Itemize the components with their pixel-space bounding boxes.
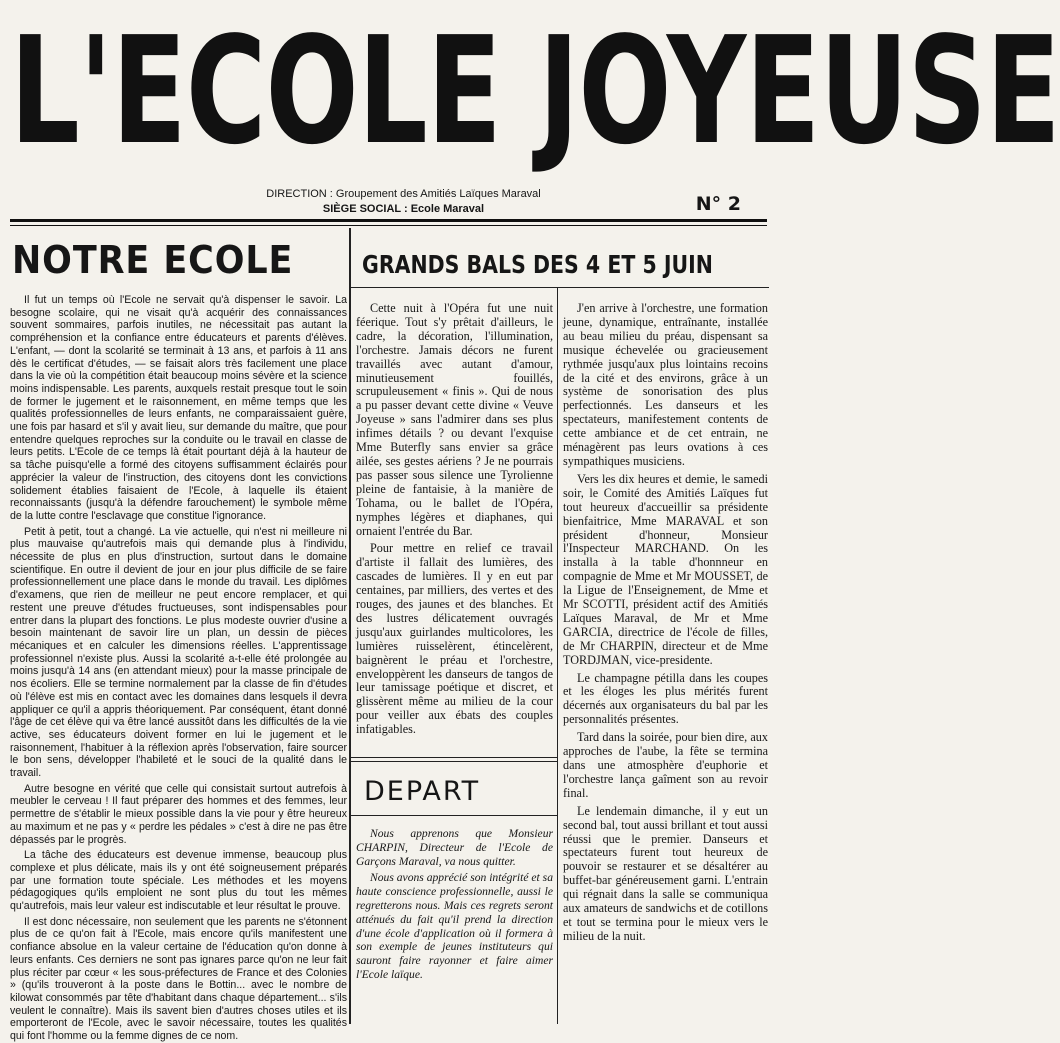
paragraph: Vers les dix heures et demie, le samedi soir, le Comité des Amitiés Laïques fut tout heureux d'accueillir sa présidente bienfaitrice, Mme MARAVAL et son président d'honneur, Monsieur l'Inspecteur MARCHAND. On les installa à la table d'honnneur en compagnie de Mme et Mr MOUSSET, de la Ligue de l'Enseignement, de Mme et Mr SCOTTI, président actif des Amitiés Laïques Maraval, de Mr et Mme GARCIA, directrice de l'école de filles, de Mr CHARPIN, directeur et de Mme TORDJMAN, vice-presidente. xyxy=(563,471,768,667)
paragraph: Le lendemain dimanche, il y eut un second bal, tout aussi brillant et tout aussi réussi que le premier. Danseurs et spectateurs furent tout heureux de pouvoir se restaurer et se désaltérer au buffet-bar généreusement garni. L'entrain qui régnait dans la salle se communiqua aux amateurs de sandwichs et de cotillons et tout se termina pour le mieux vers le milieu de la nuit. xyxy=(563,803,768,943)
depart-rule-bottom xyxy=(351,815,557,816)
issue-number: N° 2 xyxy=(695,193,741,215)
siege-line: SIÈGE SOCIAL : Ecole Maraval xyxy=(322,203,485,215)
article-bals-col1 xyxy=(356,302,553,754)
column-divider-right xyxy=(557,287,558,1024)
paragraph: Petit à petit, tout a changé. La vie actuelle, qui n'est ni meilleure ni plus mauvaise qu'autrefois mais qui demande plus à l'individu, nécessite de plus en plus d'instruction, surtout dans le domaine scientifique. En outre il devient de jour en jour plus difficile de se faire professionnellement une place dans le monde du travail. Les diplômes d'examens, que rien de meilleur ne peut encore remplacer, et qui restent une preuve d'études fructueuses, sont indispensables pour entrer dans la plupart des fonctions. Le plus modeste ouvrier d'usine a besoin maintenant de savoir lire un plan, un dessin de pièces mécaniques et en calculer les dimensions réelles. L'apprentissage professionnel n'existe plus. Aussi la scolarité a-t-elle été prolongée au moins jusqu'à 14 ans (en attendant mieux) pour la masse principale de nos écoliers. Elle se termine normalement par la classe de fin d'études où l'élève est mis en contact avec les domaines dans lesquels il devra appliquer ce qu'il a appris théoriquement. Par conséquent, étant donné l'âge de cet élève qui va être lancé aussitôt dans les difficultés de la vie active, ses éducateurs doivent former en lui le jugement et le raisonnement, l'habituer à la réflexion après l'observation, faire sourcer le bon sens, développer l'habileté et le souci de la qualité dans le travail. xyxy=(10,525,347,780)
column-divider xyxy=(349,228,351,1024)
paragraph: Cette nuit à l'Opéra fut une nuit féerique. Tout s'y prêtait d'ailleurs, le cadre, la décoration, l'illumination, l'orchestre. Jamais décors ne furent travaillés avec autant d'amour, minutieusement fouillés, scrupuleusement « finis ». Qui de nous a pu passer devant cette divine « Veuve Joyeuse » sans l'admirer dans ses plus infimes détails ? ou devant l'exquise Mme Buterfly sans envier sa grâce ailée, ses gestes aériens ? Je ne pourrais pas passer sous silence une Tyrolienne pleine de fantaisie, à la manière de Tohama, ou le ballet de l'Opéra, nymphes légères et diaphanes, qui ornaient l'entrée du Bar. xyxy=(356,301,553,538)
paragraph: Pour mettre en relief ce travail d'artiste il fallait des lumières, des cascades de lumières. Il y en eut par centaines, par milliers, des vertes et des rouges, des jaunes et des blanches. Et des lustres délicatement ouvragés jusqu'aux guirlandes multicolores, les lumières ruisselèrent, étincelèrent, baignèrent le préau et l'orchestre, enveloppèrent les danseurs de tangos de leur tamissage poétique et discret, et glissèrent même au milieu de la cour pour veiller aux ébats des couples infatigables. xyxy=(356,541,553,737)
paragraph: La tâche des éducateurs est devenue immense, beaucoup plus complexe et plus délicate, mais ils y ont été soigneusement préparés par une formation toute spéciale. Les méthodes et les moyens pédagogiques qu'ils emploient ne sont plus du tout les mêmes qu'autrefois, mais leur valeur est indiscutable et leur résultat le prouve. xyxy=(10,849,347,913)
article-bals-col2 xyxy=(563,302,768,1024)
paragraph: Il est donc nécessaire, non seulement que les parents ne s'étonnent plus de ce qu'on fait à l'Ecole, mais encore qu'ils manifestent une confiance absolue en la valeur certaine de l'éducation qu'on donne à leurs enfants. Ces derniers ne sont pas ignares parce qu'on ne leur fait plus réciter par cœur « les sous-préfectures de France et des Colonies » (qu'ils trouveront à la poste dans le Bottin... avec le nombre de kilowat consommés par tête d'habitant dans chaque département... s'ils veulent le connaître). Mais ils savent bien d'autres choses utiles et ils emporteront de l'Ecole, avec le savoir nécessaire, toutes les qualités qui font l'homme ou la femme dignes de ce nom. xyxy=(10,915,347,1043)
top-rule-thin xyxy=(10,225,767,226)
paragraph: Tard dans la soirée, pour bien dire, aux approches de l'aube, la fête se termina dans une atmosphère d'euphorie et l'orchestre lança gaîment son au revoir final. xyxy=(563,730,768,800)
paragraph: Il fut un temps où l'Ecole ne servait qu'à dispenser le savoir. La besogne scolaire, qui ne visait qu'à acquérir des connaissances souvent sommaires, parfois inutiles, ne nécessitait pas autant la compréhension et la confiance entre éducateurs et parents d'élèves. L'enfant, — dont la scolarité se terminait à 13 ans, et parfois à 11 ans dès le certificat d'études, — se faisait alors très facilement une place dans la vie où la compétition était beaucoup moins sévère et la science moins indispensable. Les parents, auxquels restait presque tout le soin de former le jugement et le raisonnement, en même temps que les qualités professionnelles de leurs enfants, ne comparaissaient guère, une fois par hasard et s'il y avait lieu, sur demande du maître, que pour entendre quelques reproches sur la conduite ou le travail en classe de leurs petits. L'Ecole de ce temps là était pourtant déjà à la hauteur de sa tâche puisqu'elle a formé des citoyens suffisamment éclairés pour apprécier la valeur de l'instruction, des citoyens dont les convictions solidement établies faisaient de l'Ecole, à laquelle ils étaient reconnaissants (jusqu'à la défendre farouchement) le symbole même de la lutte contre l'esclavage que constitue l'ignorance. xyxy=(10,294,347,522)
article-heading-notre-ecole: NOTRE ECOLE xyxy=(12,238,294,282)
depart-rule-top-thin xyxy=(351,761,557,762)
top-rule xyxy=(10,219,767,222)
heading-rule xyxy=(351,287,769,288)
paragraph: Le champagne pétilla dans les coupes et les éloges les plus mérités furent décernés aux organisateurs du bal par les personnalités présentes. xyxy=(563,670,768,727)
depart-rule-top xyxy=(351,757,557,758)
paragraph: Nous apprenons que Monsieur CHARPIN, Directeur de l'Ecole de Garçons Maraval, va nous quitter. xyxy=(356,827,553,868)
paragraph: J'en arrive à l'orchestre, une formation jeune, dynamique, entraînante, installée au beau milieu du préau, dispensant sa musique échevelée ou gracieusement rythmée jusqu'aux plus lointains recoins de la cité et des environs, grâce à un système de sonorisation des plus perfectionnés. Les danseurs et les spectateurs, manifestement contents de cette ambiance et de cet entrain, ne ménagèrent pas leurs ovations à ces sympathiques musiciens. xyxy=(563,301,768,468)
article-notre-ecole xyxy=(10,294,347,1043)
masthead-title: L'ECOLE JOYEUSE xyxy=(10,5,1060,177)
paragraph: Autre besogne en vérité que celle qui consistait surtout autrefois à meubler le cerveau ! Il faut préparer des hommes et des femmes, leur permettre de s'établir le mieux possible dans la vie pour y être heureux au maximum et ne pas y « perdre les pédales » c'est à dire ne pas être dépassés par le progrès. xyxy=(10,782,347,846)
article-depart xyxy=(356,827,553,1024)
paragraph: Nous avons apprécié son intégrité et sa haute conscience professionnelle, aussi le regretterons nous. Mais ces regrets seront atténués du fait qu'il prend la direction d'une école d'application où il formera à son exemple de jeunes instituteurs qui sauront faire rayonner et faire aimer l'Ecole laïque. xyxy=(356,871,553,981)
masthead-meta xyxy=(0,187,777,217)
article-heading-depart: DEPART xyxy=(364,776,481,807)
article-heading-grands-bals: GRANDS BALS DES 4 ET 5 JUIN xyxy=(362,250,713,279)
direction-line: DIRECTION : Groupement des Amitiés Laïques Maraval xyxy=(266,188,541,200)
